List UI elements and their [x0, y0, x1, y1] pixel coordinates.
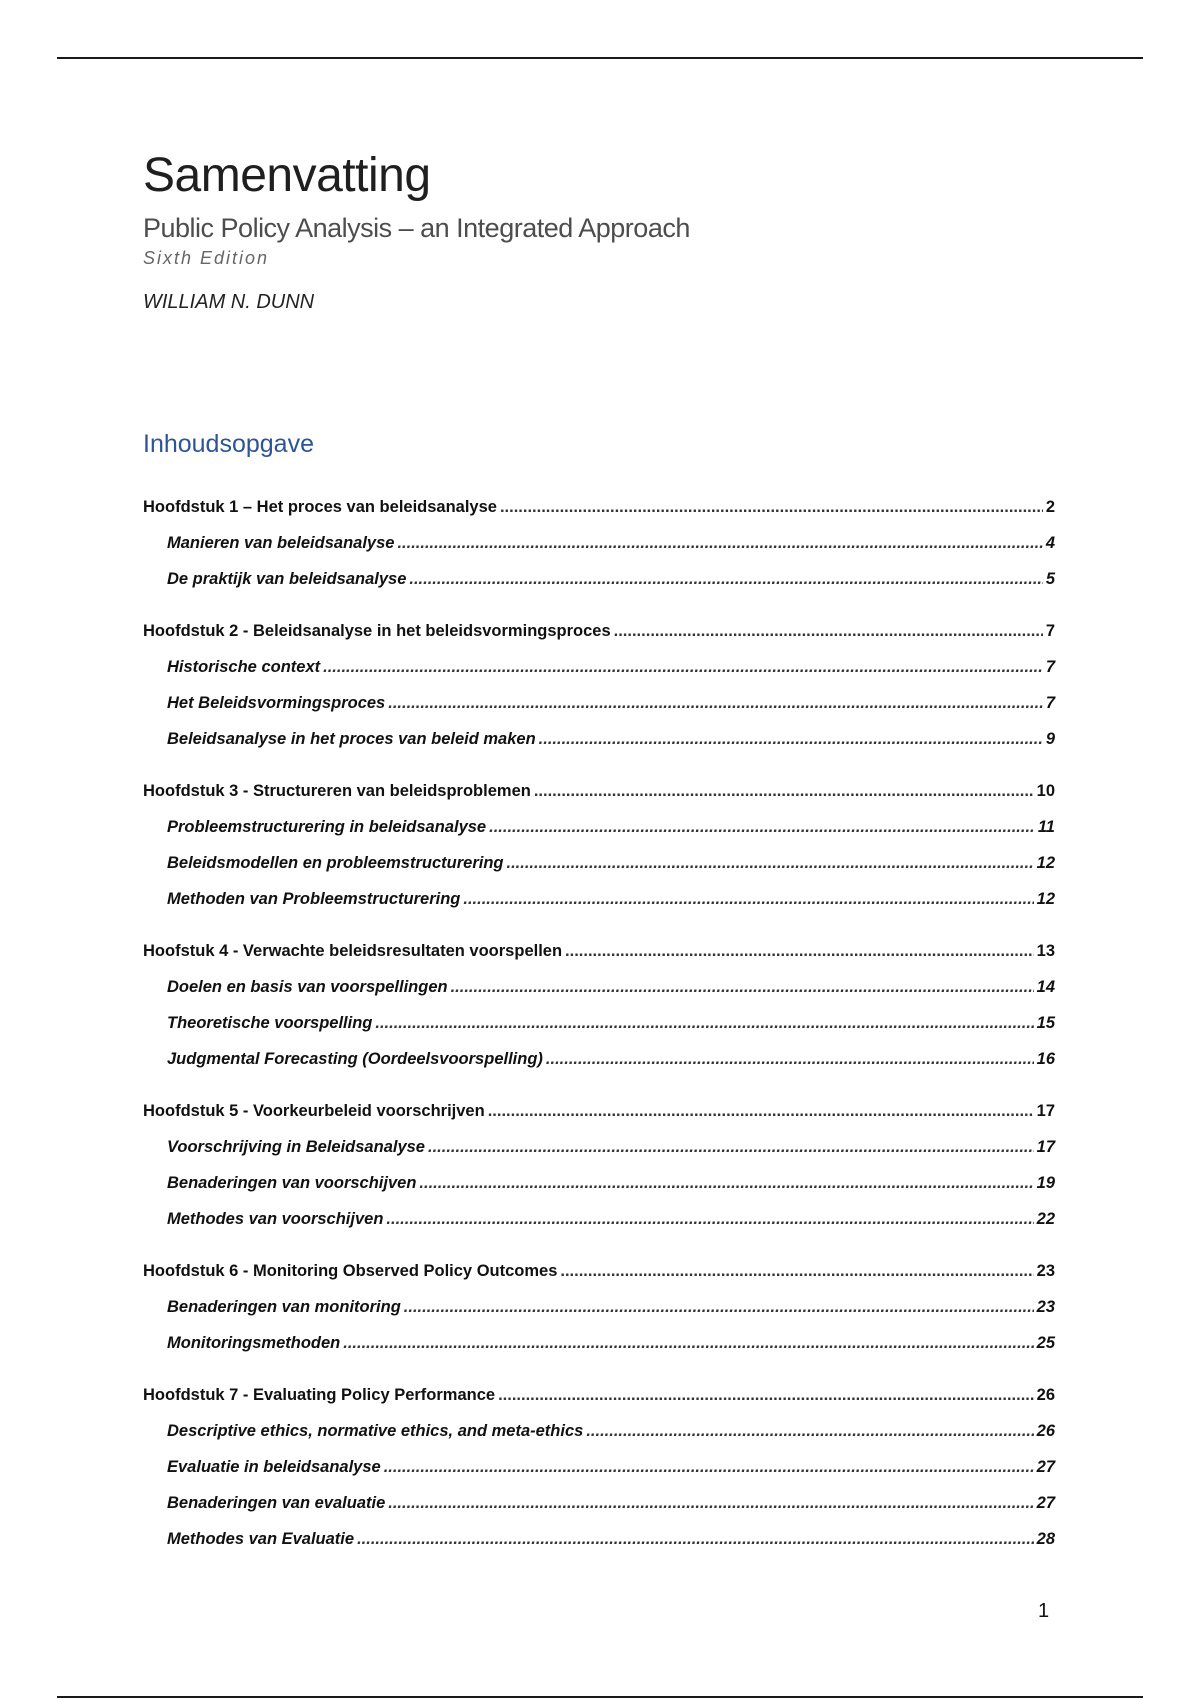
toc-section-entry[interactable]: [143, 1449, 1055, 1485]
document-subtitle: Public Policy Analysis – an Integrated Approach: [143, 212, 690, 243]
toc-section-entry-title: Het Beleidsvormingsproces: [167, 693, 386, 712]
toc-section-entry-page: 22: [1036, 1209, 1055, 1228]
toc-section-entry-page: 15: [1036, 1013, 1055, 1032]
toc-section-entry-title: De praktijk van beleidsanalyse: [167, 569, 407, 588]
dot-leader: [534, 782, 1034, 801]
dot-leader: [565, 942, 1034, 961]
toc-section-entry[interactable]: [143, 1325, 1055, 1361]
toc-chapter-entry[interactable]: [143, 613, 1055, 649]
footer-rule: [57, 1696, 1143, 1698]
toc-section-entry-page: 9: [1045, 729, 1055, 748]
toc-section-entry[interactable]: [143, 1129, 1055, 1165]
dot-leader: [428, 1138, 1034, 1157]
dot-leader: [614, 622, 1043, 641]
toc-section-entry[interactable]: [143, 1005, 1055, 1041]
toc-section-entry-page: 23: [1036, 1297, 1055, 1316]
toc-section-entry-page: 12: [1036, 889, 1055, 908]
toc-section-entry[interactable]: [143, 685, 1055, 721]
toc-chapter-entry[interactable]: [143, 489, 1055, 525]
toc-section-entry-title: Benaderingen van voorschijven: [167, 1173, 417, 1192]
toc-chapter-entry[interactable]: [143, 1377, 1055, 1413]
toc-chapter-entry-title: Hoofdstuk 5 - Voorkeurbeleid voorschrijven: [143, 1101, 485, 1120]
dot-leader: [500, 498, 1043, 517]
document-author: WILLIAM N. DUNN: [143, 290, 315, 313]
dot-leader: [463, 890, 1033, 909]
toc-section-entry[interactable]: [143, 721, 1055, 757]
toc-chapter-entry-page: 17: [1036, 1101, 1055, 1120]
dot-leader: [498, 1386, 1034, 1405]
toc-section-entry-title: Probleemstructurering in beleidsanalyse: [167, 817, 487, 836]
toc-section-entry[interactable]: [143, 1041, 1055, 1077]
toc-section-entry-page: 25: [1036, 1333, 1055, 1352]
dot-leader: [323, 658, 1043, 677]
dot-leader: [388, 694, 1043, 713]
dot-leader: [489, 818, 1035, 837]
toc-chapter-entry-title: Hoofdstuk 7 - Evaluating Policy Performance: [143, 1385, 496, 1404]
toc-section-entry-title: Benaderingen van monitoring: [167, 1297, 401, 1316]
dot-leader: [488, 1102, 1034, 1121]
toc-chapter-entry[interactable]: [143, 933, 1055, 969]
toc-chapter-group: [143, 613, 1055, 757]
dot-leader: [507, 854, 1034, 873]
dot-leader: [451, 978, 1034, 997]
page-number: 1: [1038, 1600, 1050, 1622]
toc-section-entry[interactable]: [143, 525, 1055, 561]
toc-section-entry-title: Evaluatie in beleidsanalyse: [167, 1457, 381, 1476]
toc-chapter-entry-title: Hoofdstuk 1 – Het proces van beleidsanalyse: [143, 497, 497, 516]
toc-section-entry[interactable]: [143, 881, 1055, 917]
toc-chapter-entry-title: Hoofdstuk 6 - Monitoring Observed Policy Outcomes: [143, 1261, 558, 1280]
dot-leader: [386, 1210, 1033, 1229]
toc-section-entry-page: 16: [1036, 1049, 1055, 1068]
toc-section-entry[interactable]: [143, 649, 1055, 685]
toc-chapter-entry[interactable]: [143, 773, 1055, 809]
toc-section-entry[interactable]: [143, 561, 1055, 597]
toc-section-entry-title: Voorschrijving in Beleidsanalyse: [167, 1137, 425, 1156]
toc-section-entry-page: 12: [1036, 853, 1055, 872]
toc-section-entry-title: Theoretische voorspelling: [167, 1013, 373, 1032]
toc-chapter-entry-page: 2: [1045, 497, 1055, 516]
dot-leader: [404, 1298, 1034, 1317]
toc-section-entry[interactable]: [143, 845, 1055, 881]
toc-section-entry-page: 5: [1045, 569, 1055, 588]
toc-section-entry-page: 11: [1037, 817, 1055, 836]
toc-section-entry-title: Beleidsmodellen en probleemstructurering: [167, 853, 504, 872]
toc-section-entry-page: 26: [1036, 1421, 1055, 1440]
toc-chapter-entry-page: 10: [1036, 781, 1055, 800]
toc-chapter-entry-title: Hoofdstuk 2 - Beleidsanalyse in het beleidsvormingsproces: [143, 621, 611, 640]
dot-leader: [560, 1262, 1033, 1281]
toc-section-entry-page: 27: [1036, 1493, 1055, 1512]
toc-section-entry[interactable]: [143, 809, 1055, 845]
table-of-contents: [143, 430, 1055, 1557]
toc-chapter-group: [143, 489, 1055, 597]
toc-chapter-entry-page: 7: [1045, 621, 1055, 640]
toc-section-entry-page: 28: [1036, 1529, 1055, 1548]
toc-section-entry-page: 4: [1045, 533, 1055, 552]
dot-leader: [409, 570, 1042, 589]
toc-section-entry-title: Methodes van voorschijven: [167, 1209, 384, 1228]
toc-section-entry-page: 7: [1045, 693, 1055, 712]
toc-section-entry[interactable]: [143, 1485, 1055, 1521]
toc-chapter-group: [143, 773, 1055, 917]
toc-section-entry[interactable]: [143, 969, 1055, 1005]
dot-leader: [546, 1050, 1034, 1069]
toc-section-entry[interactable]: [143, 1165, 1055, 1201]
toc-section-entry-title: Descriptive ethics, normative ethics, and meta-ethics: [167, 1421, 584, 1440]
toc-chapter-group: [143, 933, 1055, 1077]
toc-chapter-entry[interactable]: [143, 1093, 1055, 1129]
dot-leader: [539, 730, 1043, 749]
toc-section-entry-title: Manieren van beleidsanalyse: [167, 533, 395, 552]
toc-chapter-entry-page: 23: [1036, 1261, 1055, 1280]
cover-block: [143, 150, 1063, 314]
dot-leader: [388, 1494, 1033, 1513]
toc-section-entry-title: Beleidsanalyse in het proces van beleid maken: [167, 729, 536, 748]
toc-chapter-entry-title: Hoofdstuk 3 - Structureren van beleidsproblemen: [143, 781, 531, 800]
toc-chapter-entry-page: 13: [1036, 941, 1055, 960]
toc-section-entry-page: 14: [1036, 977, 1055, 996]
toc-section-entry-title: Benaderingen van evaluatie: [167, 1493, 386, 1512]
dot-leader: [384, 1458, 1034, 1477]
dot-leader: [419, 1174, 1033, 1193]
toc-section-entry-page: 19: [1036, 1173, 1055, 1192]
toc-chapter-entry-title: Hoofstuk 4 - Verwachte beleidsresultaten voorspellen: [143, 941, 563, 960]
dot-leader: [357, 1530, 1034, 1549]
toc-section-entry-title: Judgmental Forecasting (Oordeelsvoorspelling): [167, 1049, 543, 1068]
toc-section-entry-title: Monitoringsmethoden: [167, 1333, 341, 1352]
document-edition: Sixth Edition: [143, 247, 270, 268]
toc-chapter-entry[interactable]: [143, 1253, 1055, 1289]
toc-chapter-group: [143, 1253, 1055, 1361]
toc-section-entry-page: 27: [1036, 1457, 1055, 1476]
toc-section-entry-page: 17: [1036, 1137, 1055, 1156]
toc-heading: Inhoudsopgave: [143, 430, 314, 458]
header-rule: [57, 57, 1143, 59]
dot-leader: [397, 534, 1042, 553]
toc-section-entry[interactable]: [143, 1201, 1055, 1237]
toc-chapter-group: [143, 1377, 1055, 1557]
toc-section-entry-title: Methoden van Probleemstructurering: [167, 889, 461, 908]
toc-chapter-entry-page: 26: [1036, 1385, 1055, 1404]
document-title: Samenvatting: [143, 149, 431, 202]
toc-section-entry-page: 7: [1045, 657, 1055, 676]
toc-list: [143, 489, 1055, 1557]
dot-leader: [375, 1014, 1033, 1033]
toc-chapter-group: [143, 1093, 1055, 1237]
toc-section-entry-title: Historische context: [167, 657, 321, 676]
dot-leader: [586, 1422, 1033, 1441]
toc-section-entry[interactable]: [143, 1289, 1055, 1325]
toc-section-entry-title: Doelen en basis van voorspellingen: [167, 977, 448, 996]
toc-section-entry[interactable]: [143, 1521, 1055, 1557]
toc-section-entry[interactable]: [143, 1413, 1055, 1449]
toc-section-entry-title: Methodes van Evaluatie: [167, 1529, 355, 1548]
dot-leader: [343, 1334, 1033, 1353]
